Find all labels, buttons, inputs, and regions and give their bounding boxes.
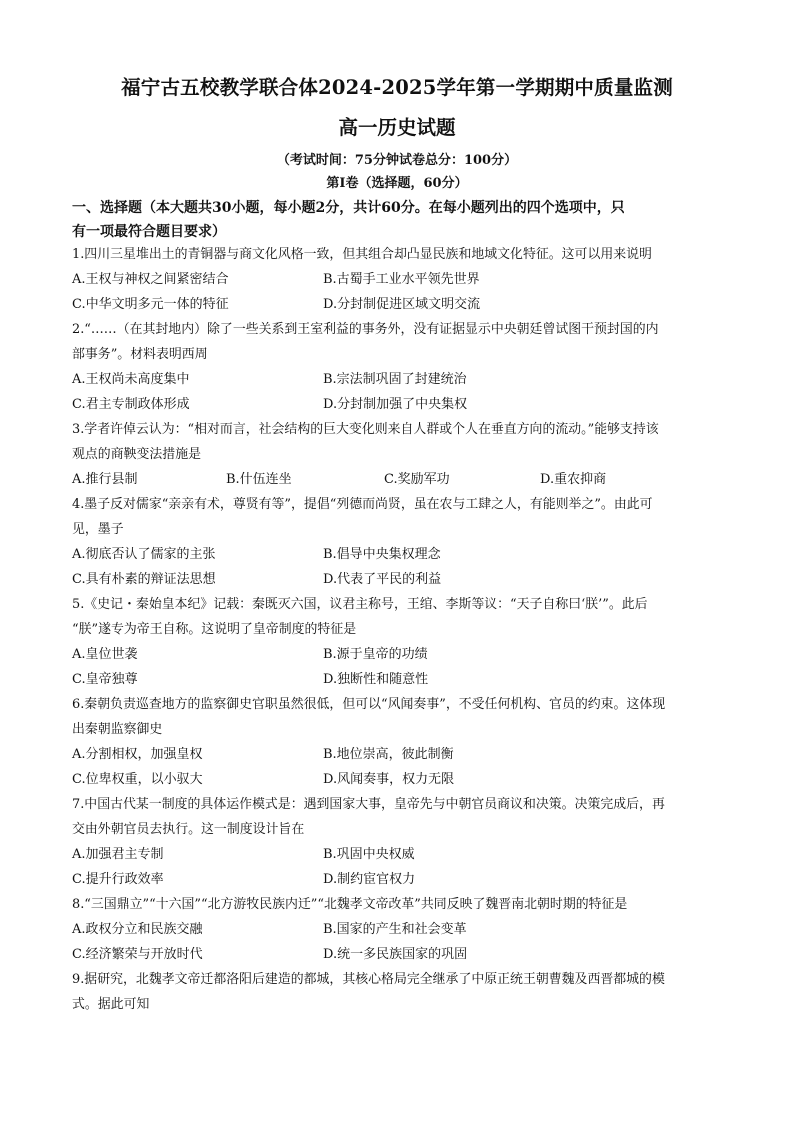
question-7-option-c: C.提升行政效率 xyxy=(72,872,164,887)
question-2-option-d: D.分封制加强了中央集权 xyxy=(323,397,468,412)
question-1-option-c: C.中华文明多元一体的特征 xyxy=(72,297,229,312)
question-9-stem: 9.据研究，北魏孝文帝迁都洛阳后建造的都城，其核心格局完全继承了中原正统王朝曹魏及西晋都城的模 xyxy=(72,972,665,987)
question-3-option-c: C.奖励军功 xyxy=(384,472,450,487)
question-5-option-a: A.皇位世袭 xyxy=(72,647,138,662)
question-6-option-b: B.地位崇高，彼此制衡 xyxy=(323,747,454,762)
exam-info: （考试时间：75分钟试卷总分：100分） xyxy=(276,153,518,168)
question-2-stem: 部事务”。材料表明西周 xyxy=(72,347,208,362)
question-5-stem: “朕”遂专为帝王自称。这说明了皇帝制度的特征是 xyxy=(72,622,357,637)
question-2-option-c: C.君主专制政体形成 xyxy=(72,397,190,412)
question-5-stem: 5.《史记・秦始皇本纪》记载：秦既灭六国，议君主称号，王绾、李斯等议：“天子自称曰‘朕’”。此后 xyxy=(72,597,648,612)
question-8-option-a: A.政权分立和民族交融 xyxy=(72,922,203,937)
question-6-option-d: D.风闻奏事，权力无限 xyxy=(323,772,455,787)
question-8-option-c: C.经济繁荣与开放时代 xyxy=(72,947,203,962)
question-8-option-b: B.国家的产生和社会变革 xyxy=(323,922,467,937)
question-8-option-d: D.统一多民族国家的巩固 xyxy=(323,947,468,962)
question-4-option-c: C.具有朴素的辩证法思想 xyxy=(72,572,216,587)
question-4-option-d: D.代表了平民的利益 xyxy=(323,572,442,587)
question-7-option-d: D.制约宦官权力 xyxy=(323,872,416,887)
question-7-option-a: A.加强君主专制 xyxy=(72,847,164,862)
question-3-option-a: A.推行县制 xyxy=(72,472,138,487)
question-1-option-d: D.分封制促进区域文明交流 xyxy=(323,297,481,312)
question-8-stem: 8.“三国鼎立”“十六国”“北方游牧民族内迁”“北魏孝文帝改革”共同反映了魏晋南北朝时期的特征是 xyxy=(72,897,628,912)
question-1-option-b: B.古蜀手工业水平领先世界 xyxy=(323,272,480,287)
exam-subtitle: 高一历史试题 xyxy=(338,116,456,139)
question-1-stem: 1.四川三星堆出土的青铜器与商文化风格一致，但其组合却凸显民族和地域文化特征。这可以用来说明 xyxy=(72,247,652,262)
question-6-stem: 6.秦朝负责巡查地方的监察御史官职虽然很低，但可以“风闻奏事”，不受任何机构、官员的约束。这体现 xyxy=(72,697,666,712)
question-5-option-d: D.独断性和随意性 xyxy=(323,672,429,687)
question-4-stem: 4.墨子反对儒家“亲亲有术，尊贤有等”，提倡“列德而尚贤，虽在农与工肆之人，有能则举之”。由此可 xyxy=(72,497,653,512)
question-9-stem: 式。据此可知 xyxy=(72,997,150,1012)
question-6-stem: 出秦朝监察御史 xyxy=(72,722,163,737)
question-4-option-a: A.彻底否认了儒家的主张 xyxy=(72,547,216,562)
question-6-option-a: A.分割相权，加强皇权 xyxy=(72,747,203,762)
question-7-stem: 交由外朝官员去执行。这一制度设计旨在 xyxy=(72,822,305,837)
question-4-stem: 见，墨子 xyxy=(72,522,124,537)
question-5-option-c: C.皇帝独尊 xyxy=(72,672,138,687)
question-7-option-b: B.巩固中央权威 xyxy=(323,847,415,862)
question-7-stem: 7.中国古代某一制度的具体运作模式是：遇到国家大事，皇帝先与中朝官员商议和决策。决策完成后，再 xyxy=(72,797,665,812)
question-3-option-d: D.重农抑商 xyxy=(540,472,607,487)
question-2-stem: 2.“……（在其封地内）除了一些关系到王室利益的事务外，没有证据显示中央朝廷曾试图干预封国的内 xyxy=(72,322,659,337)
question-1-option-a: A.王权与神权之间紧密结合 xyxy=(72,272,229,287)
question-4-option-b: B.倡导中央集权理念 xyxy=(323,547,441,562)
question-6-option-c: C.位卑权重，以小驭大 xyxy=(72,772,203,787)
section-heading-line: 一、选择题（本大题共30小题，每小题2分，共计60分。在每小题列出的四个选项中，只 xyxy=(72,200,625,216)
question-3-option-b: B.什伍连坐 xyxy=(226,472,292,487)
volume-heading: 第Ⅰ卷（选择题，60分） xyxy=(326,176,468,191)
question-3-stem: 3.学者许倬云认为：“相对而言，社会结构的巨大变化则来自人群或个人在垂直方向的流动。”能够支持该 xyxy=(72,422,659,437)
question-2-option-b: B.宗法制巩固了封建统治 xyxy=(323,372,467,387)
question-3-stem: 观点的商鞅变法措施是 xyxy=(72,447,202,462)
exam-title: 福宁古五校教学联合体2024-2025学年第一学期期中质量监测 xyxy=(121,76,673,99)
question-5-option-b: B.源于皇帝的功绩 xyxy=(323,647,428,662)
question-2-option-a: A.王权尚未高度集中 xyxy=(72,372,190,387)
section-heading-line: 有一项最符合题目要求） xyxy=(72,224,226,240)
section-heading xyxy=(72,196,727,244)
